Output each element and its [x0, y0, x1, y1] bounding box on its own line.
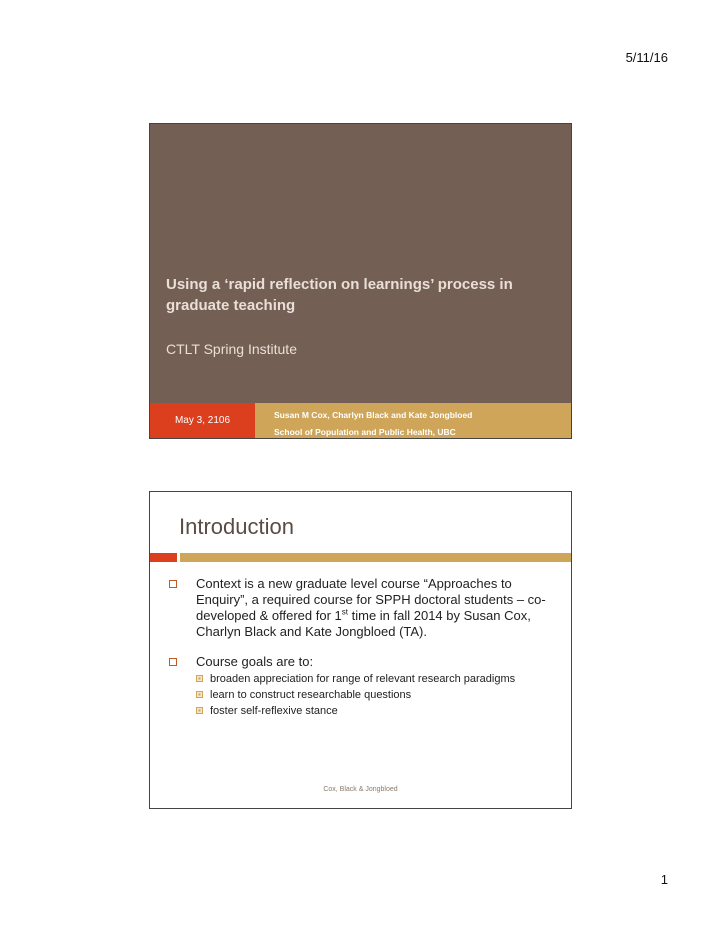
slide-title: Introduction: [179, 514, 294, 539]
filled-square-bullet-icon: [196, 707, 203, 714]
author-block: [274, 407, 564, 439]
slide-footer: Cox, Black & Jongbloed: [323, 786, 398, 793]
goal-item: foster self-reflexive stance: [196, 705, 561, 718]
slide-body: [166, 576, 561, 718]
bullet-context: Context is a new graduate level course “Approaches to Enquiry”, a required course for SPPH doctoral students – co-developed & offered for 1st time in fall 2014 by Susan Cox, Charlyn Black and Kate Jongbloed (TA).: [166, 576, 561, 640]
bullet-goals: Course goals are to: broaden appreciation for range of relevant research paradigms learn to construct researchable questions foster self-reflexive stance: [166, 654, 561, 718]
square-bullet-icon: [169, 658, 177, 666]
introduction-slide: [149, 491, 572, 809]
goal-item: broaden appreciation for range of relevant research paradigms: [196, 673, 561, 686]
filled-square-bullet-icon: [196, 691, 203, 698]
page-number: 1: [660, 872, 668, 887]
page-date: 5/11/16: [625, 50, 668, 65]
filled-square-bullet-icon: [196, 675, 203, 682]
slide-subtitle: CTLT Spring Institute: [166, 341, 297, 357]
authors: Susan M Cox, Charlyn Black and Kate Jongbloed: [274, 410, 473, 420]
square-bullet-icon: [169, 580, 177, 588]
goal-item: learn to construct researchable questions: [196, 689, 561, 702]
slide-title: Using a ‘rapid reflection on learnings’ process in graduate teaching: [166, 276, 513, 314]
accent-bar-gold: [180, 553, 571, 562]
accent-bar-red: [150, 553, 177, 562]
presentation-date: May 3, 2106: [150, 403, 255, 438]
title-slide: [149, 123, 572, 439]
affiliation: School of Population and Public Health, UBC: [274, 427, 456, 437]
